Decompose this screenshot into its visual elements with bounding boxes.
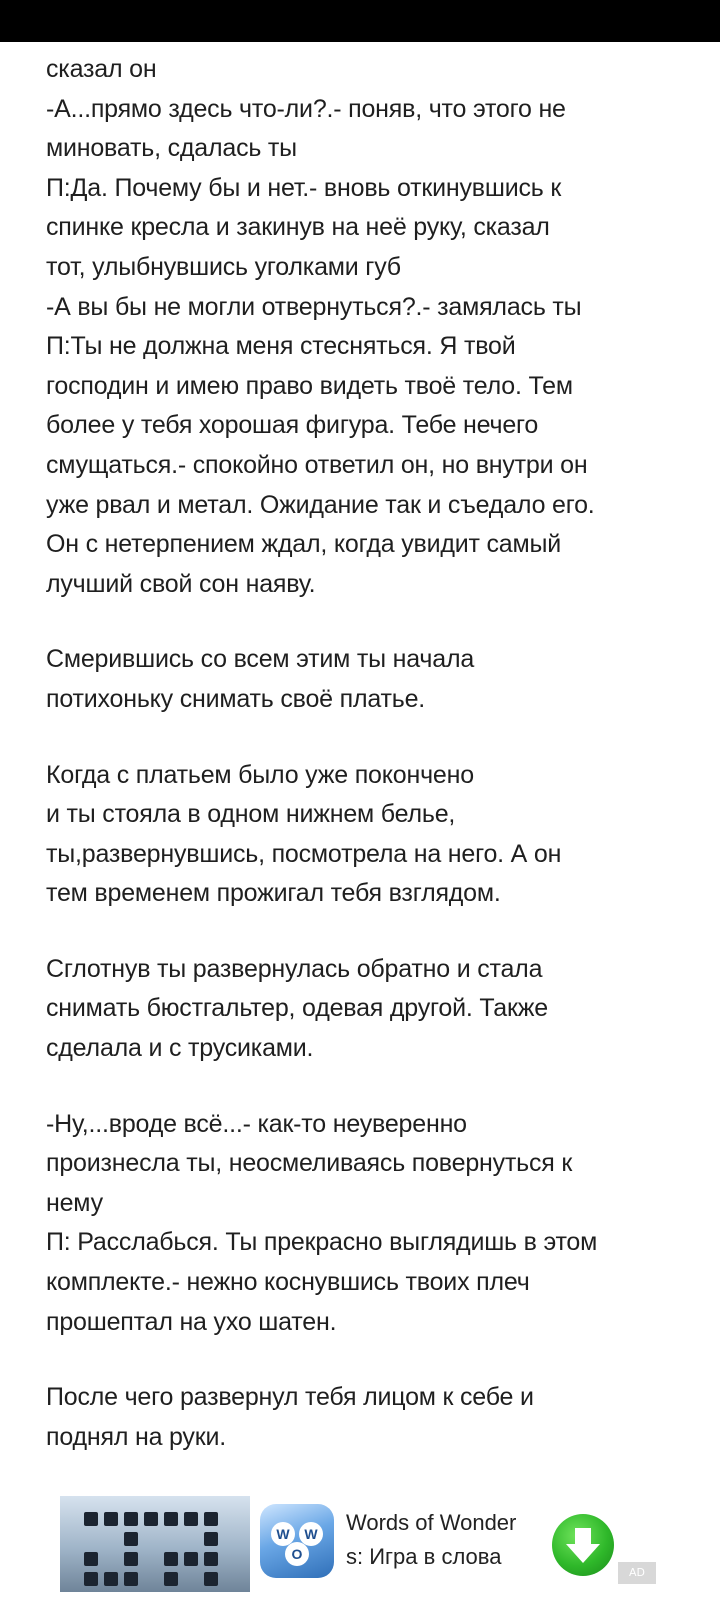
text-line: Смерившись со всем этим ты начала <box>46 645 475 674</box>
story-paragraph <box>46 640 686 719</box>
story-paragraph <box>46 756 686 914</box>
text-line: уже рвал и метал. Ожидание так и съедало его. <box>46 490 595 519</box>
text-line: прошептал на ухо шатен. <box>46 1307 337 1336</box>
text-line: тот, улыбнувшись уголками губ <box>46 252 401 281</box>
ad-game-thumbnail[interactable] <box>60 1496 250 1592</box>
text-line: тем временем прожигал тебя взглядом. <box>46 879 501 908</box>
text-line: комплекте.- нежно коснувшись твоих плеч <box>46 1268 530 1297</box>
text-line: и ты стояла в одном нижнем белье, <box>46 800 456 829</box>
text-line: миновать, сдалась ты <box>46 134 297 163</box>
story-paragraph <box>46 1378 686 1457</box>
text-line: Когда с платьем было уже покончено <box>46 760 474 789</box>
story-paragraph <box>46 950 686 1069</box>
text-line: П:Ты не должна меня стесняться. Я твой <box>46 332 516 361</box>
ad-title[interactable] <box>346 1506 546 1574</box>
text-line: сделала и с трусиками. <box>46 1034 314 1063</box>
text-line: -А вы бы не могли отвернуться?.- замялась ты <box>46 292 582 321</box>
text-line: более у тебя хорошая фигура. Тебе нечего <box>46 411 539 440</box>
text-line: П: Расслабься. Ты прекрасно выглядишь в этом <box>46 1228 598 1257</box>
story-paragraph <box>46 50 686 604</box>
text-line: -А...прямо здесь что-ли?.- поняв, что этого не <box>46 94 566 123</box>
text-line: Сглотнув ты развернулась обратно и стала <box>46 954 543 983</box>
app-icon-letter: W <box>271 1522 295 1546</box>
text-line: После чего развернул тебя лицом к себе и <box>46 1383 534 1412</box>
text-line: -Ну,...вроде всё...- как-то неуверенно <box>46 1109 467 1138</box>
text-line: снимать бюстгальтер, одевая другой. Также <box>46 994 548 1023</box>
text-line: спинке кресла и закинув на неё руку, сказал <box>46 213 550 242</box>
text-line: поднял на руки. <box>46 1422 226 1451</box>
status-bar <box>0 0 720 42</box>
text-line: потихоньку снимать своё платье. <box>46 684 426 713</box>
download-button[interactable] <box>552 1514 614 1576</box>
text-line: господин и имею право видеть твоё тело. Тем <box>46 371 573 400</box>
ad-title-line: s: Игра в слова <box>346 1544 502 1569</box>
download-arrow-icon <box>552 1514 614 1576</box>
ad-banner[interactable] <box>60 1496 660 1592</box>
app-icon-letter: O <box>285 1542 309 1566</box>
text-line: Он с нетерпением ждал, когда увидит самый <box>46 530 562 559</box>
app-icon[interactable] <box>260 1504 334 1578</box>
ad-title-line: Words of Wonder <box>346 1510 517 1535</box>
text-line: сказал он <box>46 55 157 83</box>
story-text <box>46 50 686 1493</box>
app-icon-letter: W <box>299 1522 323 1546</box>
text-line: смущаться.- спокойно ответил он, но внутри он <box>46 450 588 479</box>
text-line: произнесла ты, неосмеливаясь повернуться к <box>46 1149 573 1178</box>
text-line: П:Да. Почему бы и нет.- вновь откинувшись к <box>46 173 562 202</box>
text-line: лучший свой сон наяву. <box>46 569 316 598</box>
text-line: ты,развернувшись, посмотрела на него. А он <box>46 839 562 868</box>
ad-badge[interactable]: AD <box>618 1562 656 1584</box>
story-paragraph <box>46 1105 686 1343</box>
text-line: нему <box>46 1188 103 1217</box>
